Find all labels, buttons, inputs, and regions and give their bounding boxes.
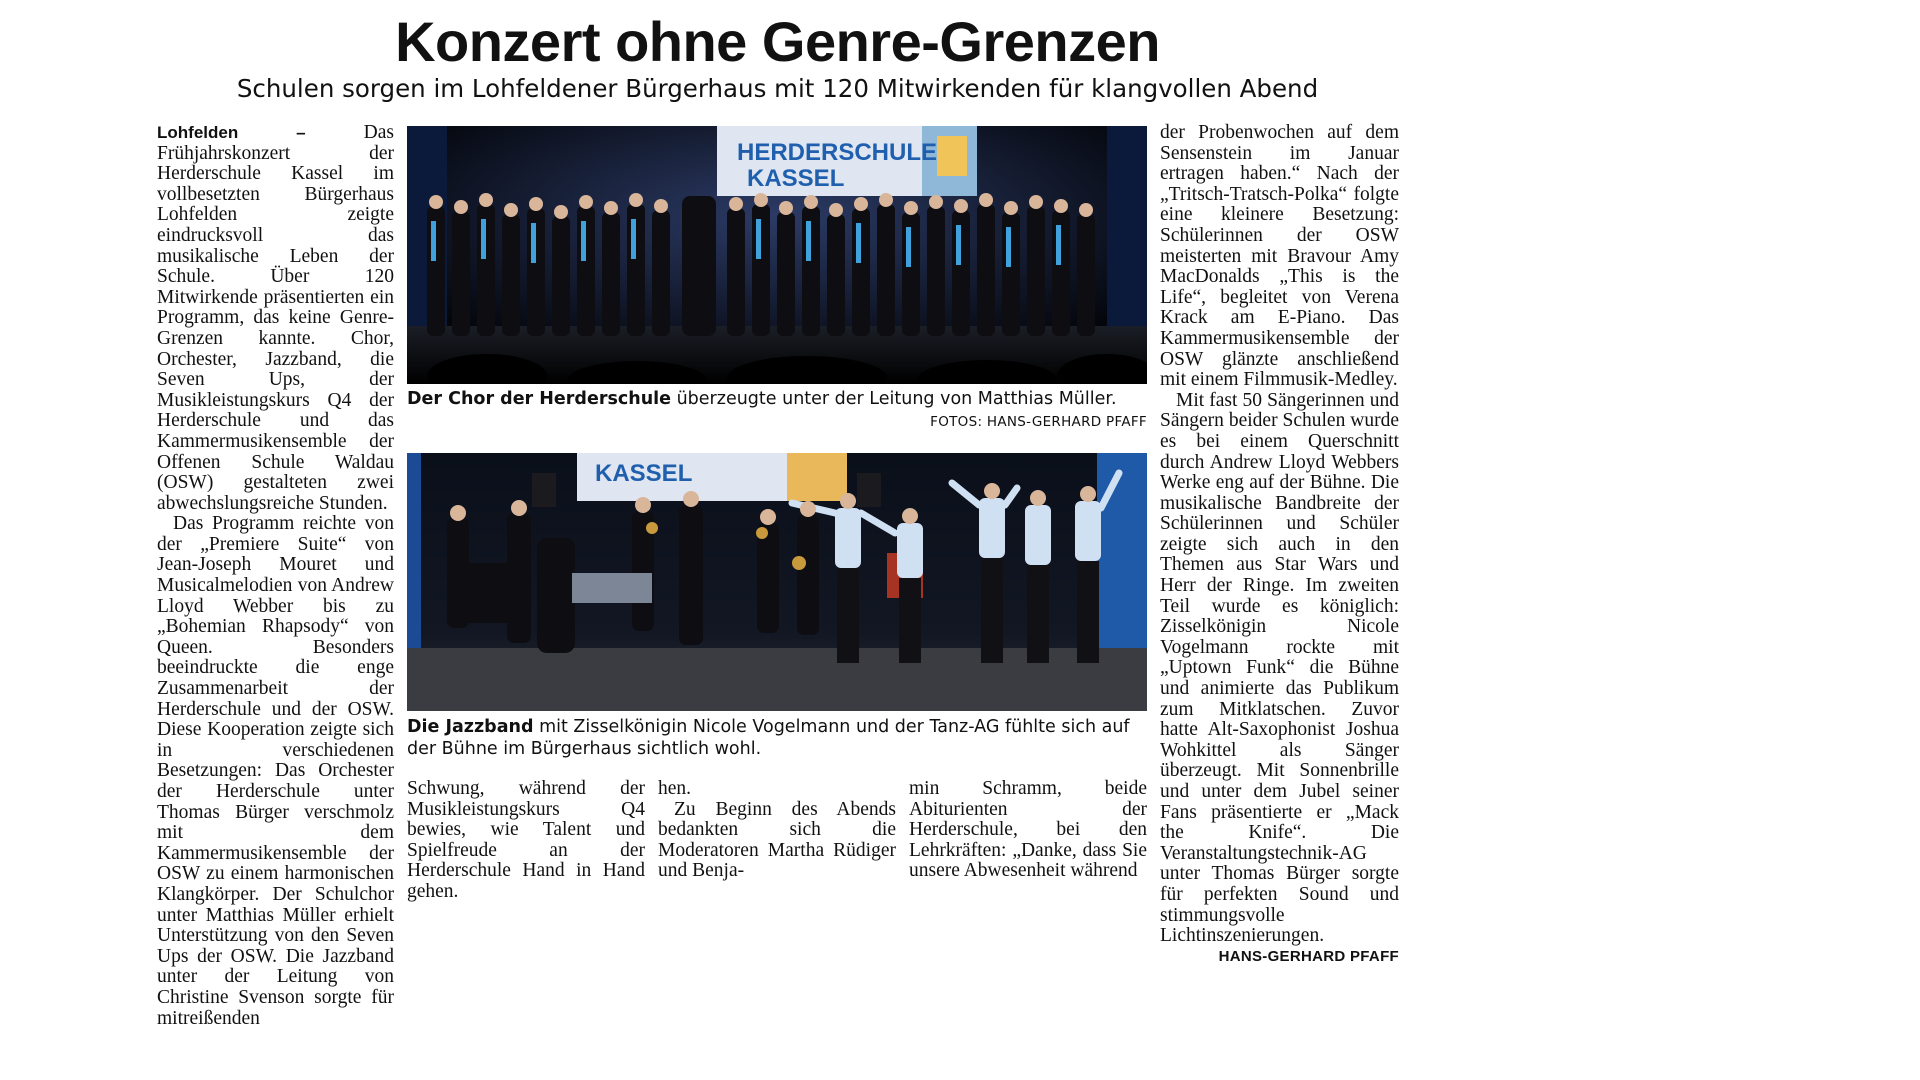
author-byline: HANS-GERHARD PFAFF — [1218, 947, 1399, 965]
banner-text: KASSEL — [595, 460, 693, 487]
jazzband-caption-bold: Die Jazzband — [407, 717, 534, 737]
paragraph-4-end: hen. — [658, 778, 692, 799]
jazzband-photo-caption — [407, 716, 1147, 760]
paragraph-6: der Probenwochen auf dem Sensenstein im Januar ertragen haben.“ Nach der „Tritsch-Tratsch-Polka“ folgte eine kleinere Besetzung: Schülerinnen der OSW meisterten mit Bravour Amy MacDonalds „This is the Life“, begleitet von Verena Krack am E-Piano. Das Kammermusikensemble der OSW glänzte anschließend mit einem Filmmusik-Medley. — [1160, 122, 1399, 391]
jazzband-caption-text: mit Zisselkönigin Nicole Vogelmann und der Tanz-AG fühlte sich auf der Bühne im Bürgerhaus sichtlich wohl. — [407, 717, 1130, 759]
jazzband-photo-graphic — [407, 453, 1147, 711]
dateline: Lohfelden – — [157, 123, 306, 142]
paragraph-5-cont: min Schramm, beide Abiturienten der Herderschule, bei den Lehrkräften: „Danke, dass Sie unsere Abwesenheit während — [909, 778, 1147, 882]
text-column-1 — [157, 123, 394, 1029]
banner-line-2: KASSEL — [747, 165, 845, 192]
choir-photo-graphic — [407, 126, 1147, 384]
photo-jazzband — [407, 453, 1147, 711]
paragraph-2: Das Programm reichte von der „Premiere Suite“ von Jean-Joseph Mouret und Musicalmelodien von Andrew Lloyd Webber bis zu „Bohemian Rhapsody“ von Queen. Besonders beeindruckte die enge Zusammenarbeit der Herderschule und der OSW. Diese Kooperation zeigte sich in verschiedenen Besetzungen: Das Orchester der Herderschule unter Thomas Bürger verschmolz mit dem Kammermusikensemble der OSW zu einem harmonischen Klangkörper. Der Schulchor unter Matthias Müller erhielt Unterstützung von den Seven Ups der OSW. Die Jazzband unter der Leitung von Christine Svenson sorgte für mitreißenden — [157, 513, 394, 1029]
paragraph-7 — [1160, 389, 1399, 965]
text-column-4 — [909, 779, 1147, 882]
paragraph-7-text: Mit fast 50 Sängerinnen und Sängern beider Schulen wurde es bei einem Querschnitt durch Andrew Lloyd Webbers Werke eng auf der Bühne. Die musikalische Bandbreite der Schülerinnen und Schüler zeigte sich auch in den Themen aus Star Wars und Herr der Ringe. Im zweiten Teil wurde es königlich: Zisselkönigin Nicole Vogelmann rockte mit „Uptown Funk“ die Bühne und animierte das Publikum zum Mitklatschen. Zuvor hatte Alt-Saxophonist Joshua Wohkittel als Sänger überzeugt. Mit Sonnenbrille und unter dem Jubel seiner Fans präsentierte er „Mack the Knife“. Die Veranstaltungstechnik-AG unter Thomas Bürger sorgte für perfekten Sound und stimmungsvolle Lichtinszenierungen. — [1160, 389, 1399, 947]
paragraph-1 — [157, 123, 394, 514]
choir-caption-text: überzeugte unter der Leitung von Matthias Müller. — [671, 389, 1117, 409]
text-column-2 — [407, 779, 645, 903]
text-column-3 — [658, 779, 896, 882]
paragraph-1-text: Das Frühjahrskonzert der Herderschule Kassel im vollbesetzten Bürgerhaus Lohfelden zeigte eindrucksvoll das musikalische Leben der Schule. Über 120 Mitwirkende präsentierten ein Programm, das keine Genre-Grenzen kannte. Chor, Orchester, Jazzband, die Seven Ups, der Musikleistungskurs Q4 der Herderschule und das Kammermusikensemble der Offenen Schule Waldau (OSW) gestalteten zwei abwechslungsreiche Stunden. — [157, 122, 394, 514]
banner-line-1: HERDERSCHULE — [737, 139, 938, 166]
photo-credit: FOTOS: HANS-GERHARD PFAFF — [930, 414, 1147, 430]
paragraph-5: Zu Beginn des Abends bedankten sich die Moderatoren Martha Rüdiger und Benja- — [658, 798, 896, 882]
photo-choir — [407, 126, 1147, 384]
choir-caption-bold: Der Chor der Herderschule — [407, 389, 672, 409]
article-headline: Konzert ohne Genre-Grenzen — [395, 10, 1160, 73]
choir-photo-caption — [407, 388, 1147, 410]
article-subheadline: Schulen sorgen im Lohfeldener Bürgerhaus mit 120 Mitwirkenden für klangvollen Abend — [236, 74, 1319, 103]
paragraph-3: Schwung, während der Musikleistungskurs Q4 bewies, wie Talent und Spielfreude an der Herderschule Hand in Hand gehen. — [407, 778, 645, 902]
text-column-5 — [1160, 123, 1399, 967]
